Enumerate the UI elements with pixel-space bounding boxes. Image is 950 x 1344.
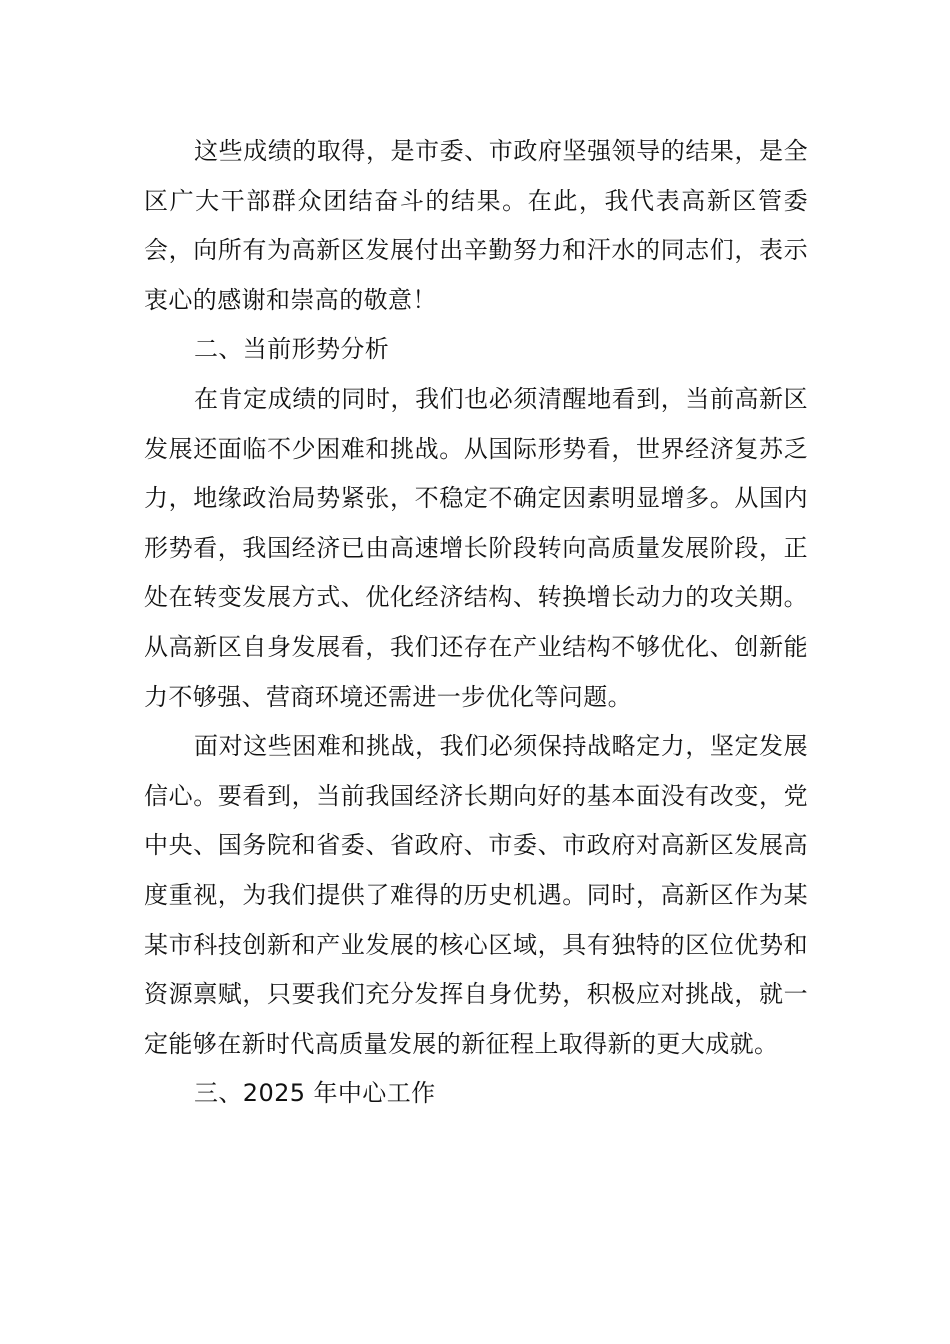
section-heading-2025-work: 三、2025 年中心工作 xyxy=(194,1079,436,1108)
paragraph-confidence: 面对这些困难和挑战，我们必须保持战略定力，坚定发展信心。要看到，当前我国经济长期向好的基本面没有改变，党中央、国务院和省委、省政府、市委、市政府对高新区发展高度重视，为我们提供了难得的历史机遇。同时，高新区作为某某市科技创新和产业发展的核心区域，具有独特的区位优势和资源禀赋，只要我们充分发挥自身优势，积极应对挑战，就一定能够在新时代高质量发展的新征程上取得新的更大成就。 xyxy=(144,732,808,1058)
paragraph-challenges: 在肯定成绩的同时，我们也必须清醒地看到，当前高新区发展还面临不少困难和挑战。从国际形势看，世界经济复苏乏力，地缘政治局势紧张，不稳定不确定因素明显增多。从国内形势看，我国经济已由高速增长阶段转向高质量发展阶段，正处在转变发展方式、优化经济结构、转换增长动力的攻关期。从高新区自身发展看，我们还存在产业结构不够优化、创新能力不够强、营商环境还需进一步优化等问题。 xyxy=(144,384,808,711)
section-heading-situation-analysis: 二、当前形势分析 xyxy=(194,335,390,364)
document-body xyxy=(144,127,808,1119)
paragraph-acknowledgement: 这些成绩的取得，是市委、市政府坚强领导的结果，是全区广大干部群众团结奋斗的结果。在此，我代表高新区管委会，向所有为高新区发展付出辛勤努力和汗水的同志们，表示衷心的感谢和崇高的敬意！ xyxy=(144,137,808,314)
